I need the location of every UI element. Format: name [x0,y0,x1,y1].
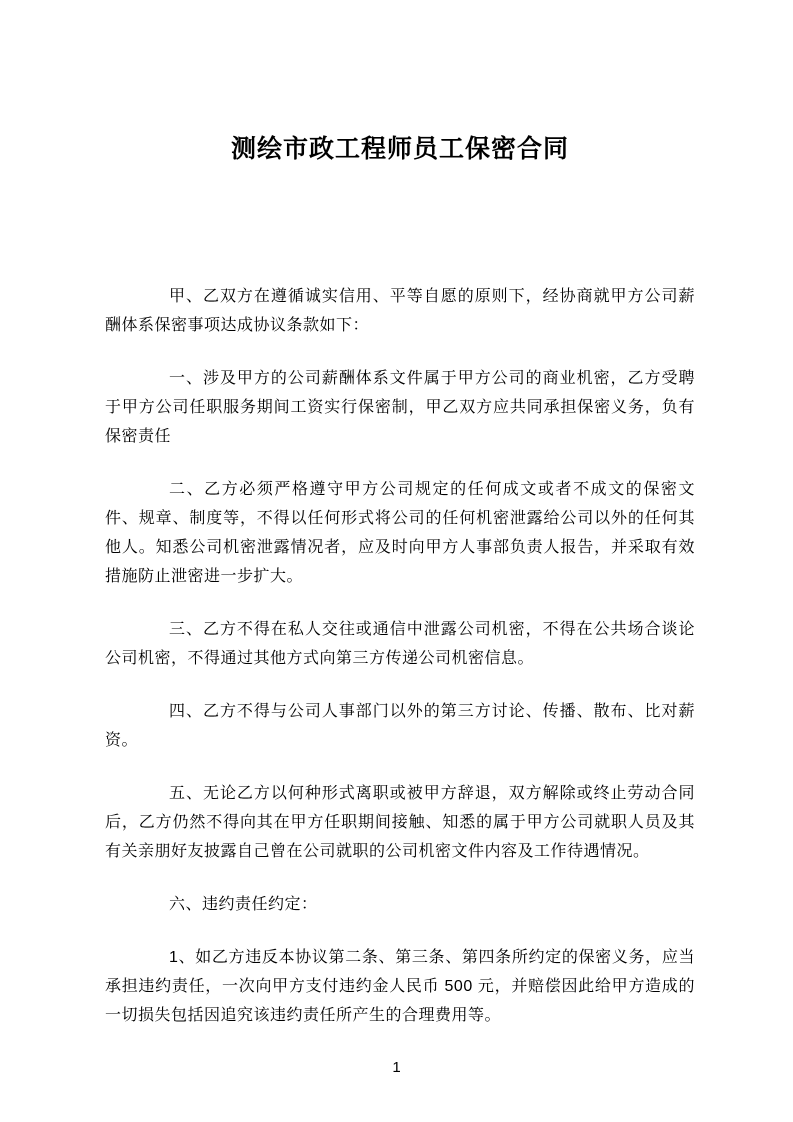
paragraph: 甲、乙双方在遵循诚实信用、平等自愿的原则下，经协商就甲方公司薪酬体系保密事项达成协议条款如下： [105,288,695,334]
page-number: 1 [392,1059,401,1076]
paragraph: 五、无论乙方以何种形式离职或被甲方辞退，双方解除或终止劳动合同后，乙方仍然不得向其在甲方任职期间接触、知悉的属于甲方公司就职人员及其有关亲朋好友披露自己曾在公司就职的公司机密文件内容及工作待遇情况。 [105,785,695,860]
paragraph: 三、乙方不得在私人交往或通信中泄露公司机密，不得在公共场合谈论公司机密，不得通过其他方式向第三方传递公司机密信息。 [105,621,695,667]
paragraph: 1、如乙方违反本协议第二条、第三条、第四条所约定的保密义务，应当承担违约责任，一次向甲方支付违约金人民币 500 元，并赔偿因此给甲方造成的一切损失包括因追究该违约责任所产生的合理费用等。 [105,949,695,1024]
document-title: 测绘市政工程师员工保密合同 [230,135,569,163]
paragraph: 二、乙方必须严格遵守甲方公司规定的任何成文或者不成文的保密文件、规章、制度等，不得以任何形式将公司的任何机密泄露给公司以外的任何其他人。知悉公司机密泄露情况者，应及时向甲方人事部负责人报告，并采取有效措施防止泄密进一步扩大。 [105,481,695,585]
paragraph: 四、乙方不得与公司人事部门以外的第三方讨论、传播、散布、比对薪资。 [105,703,695,749]
paragraph: 六、违约责任约定： [169,896,318,913]
paragraph: 一、涉及甲方的公司薪酬体系文件属于甲方公司的商业机密，乙方受聘于甲方公司任职服务期间工资实行保密制，甲乙双方应共同承担保密义务，负有保密责任 [105,370,695,445]
